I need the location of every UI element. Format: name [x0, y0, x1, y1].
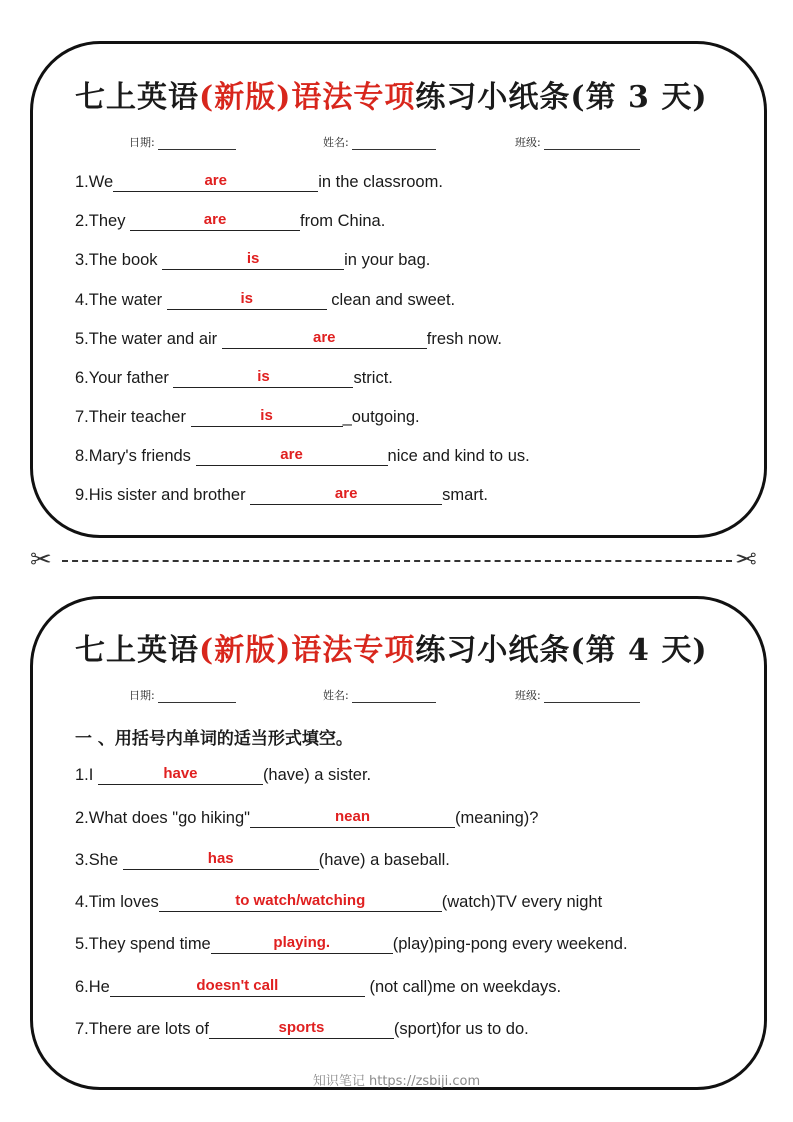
question-row: 1.I have (have) a sister.: [75, 765, 372, 784]
scissors-icon: ✂: [735, 545, 757, 575]
answer-blank[interactable]: are: [130, 210, 300, 231]
question-row: 4.The water is clean and sweet.: [75, 290, 456, 309]
answer-blank[interactable]: has: [123, 849, 319, 870]
question-row: 7.Their teacher is _outgoing.: [75, 407, 420, 426]
answer-blank[interactable]: are: [196, 445, 388, 466]
section-heading: 一 、用括号内单词的适当形式填空。: [75, 729, 353, 749]
worksheet-day-4: [30, 596, 767, 1090]
answer-blank[interactable]: sports: [209, 1018, 394, 1039]
cut-line: [62, 560, 732, 562]
question-row: 6.Your father is strict.: [75, 368, 393, 387]
answer-blank[interactable]: is: [191, 406, 343, 427]
question-row: 3.She has (have) a baseball.: [75, 850, 450, 869]
name-field[interactable]: 姓名:: [323, 134, 436, 150]
name-field[interactable]: 姓名:: [323, 687, 436, 703]
class-field[interactable]: 班级:: [515, 687, 640, 703]
question-row: 1.We are in the classroom.: [75, 172, 443, 191]
date-field[interactable]: 日期:: [129, 687, 236, 703]
answer-blank[interactable]: doesn't call: [110, 976, 365, 997]
question-row: 5.They spend time playing. (play)ping-pong every weekend.: [75, 934, 628, 953]
question-row: 2.What does "go hiking" nean (meaning)?: [75, 808, 539, 827]
question-row: 6.He doesn't call (not call)me on weekdays.: [75, 977, 562, 996]
answer-blank[interactable]: playing.: [211, 933, 393, 954]
page-title: 七上英语(新版)语法专项练习小纸条(第 4 天): [75, 633, 708, 668]
answer-blank[interactable]: are: [113, 171, 318, 192]
answer-blank[interactable]: is: [167, 289, 327, 310]
page-title: 七上英语(新版)语法专项练习小纸条(第 3 天): [75, 80, 708, 115]
answer-blank[interactable]: is: [162, 249, 344, 270]
class-field[interactable]: 班级:: [515, 134, 640, 150]
question-row: 9.His sister and brother are smart.: [75, 485, 489, 504]
watermark: 知识笔记 https://zsbiji.com: [312, 1074, 481, 1089]
answer-blank[interactable]: are: [222, 328, 427, 349]
answer-blank[interactable]: are: [250, 484, 442, 505]
answer-blank[interactable]: nean: [250, 807, 455, 828]
question-row: 8.Mary's friends are nice and kind to us.: [75, 446, 530, 465]
question-row: 2.They are from China.: [75, 211, 386, 230]
date-field[interactable]: 日期:: [129, 134, 236, 150]
scissors-icon: ✂: [30, 545, 52, 575]
answer-blank[interactable]: is: [173, 367, 353, 388]
answer-blank[interactable]: to watch/watching: [159, 891, 442, 912]
answer-blank[interactable]: have: [98, 764, 263, 785]
question-row: 5.The water and air are fresh now.: [75, 329, 502, 348]
question-row: 4.Tim loves to watch/watching (watch)TV every night: [75, 892, 603, 911]
worksheet-day-3: [30, 41, 767, 538]
question-row: 7.There are lots of sports (sport)for us to do.: [75, 1019, 529, 1038]
question-row: 3.The book is in your bag.: [75, 250, 431, 269]
